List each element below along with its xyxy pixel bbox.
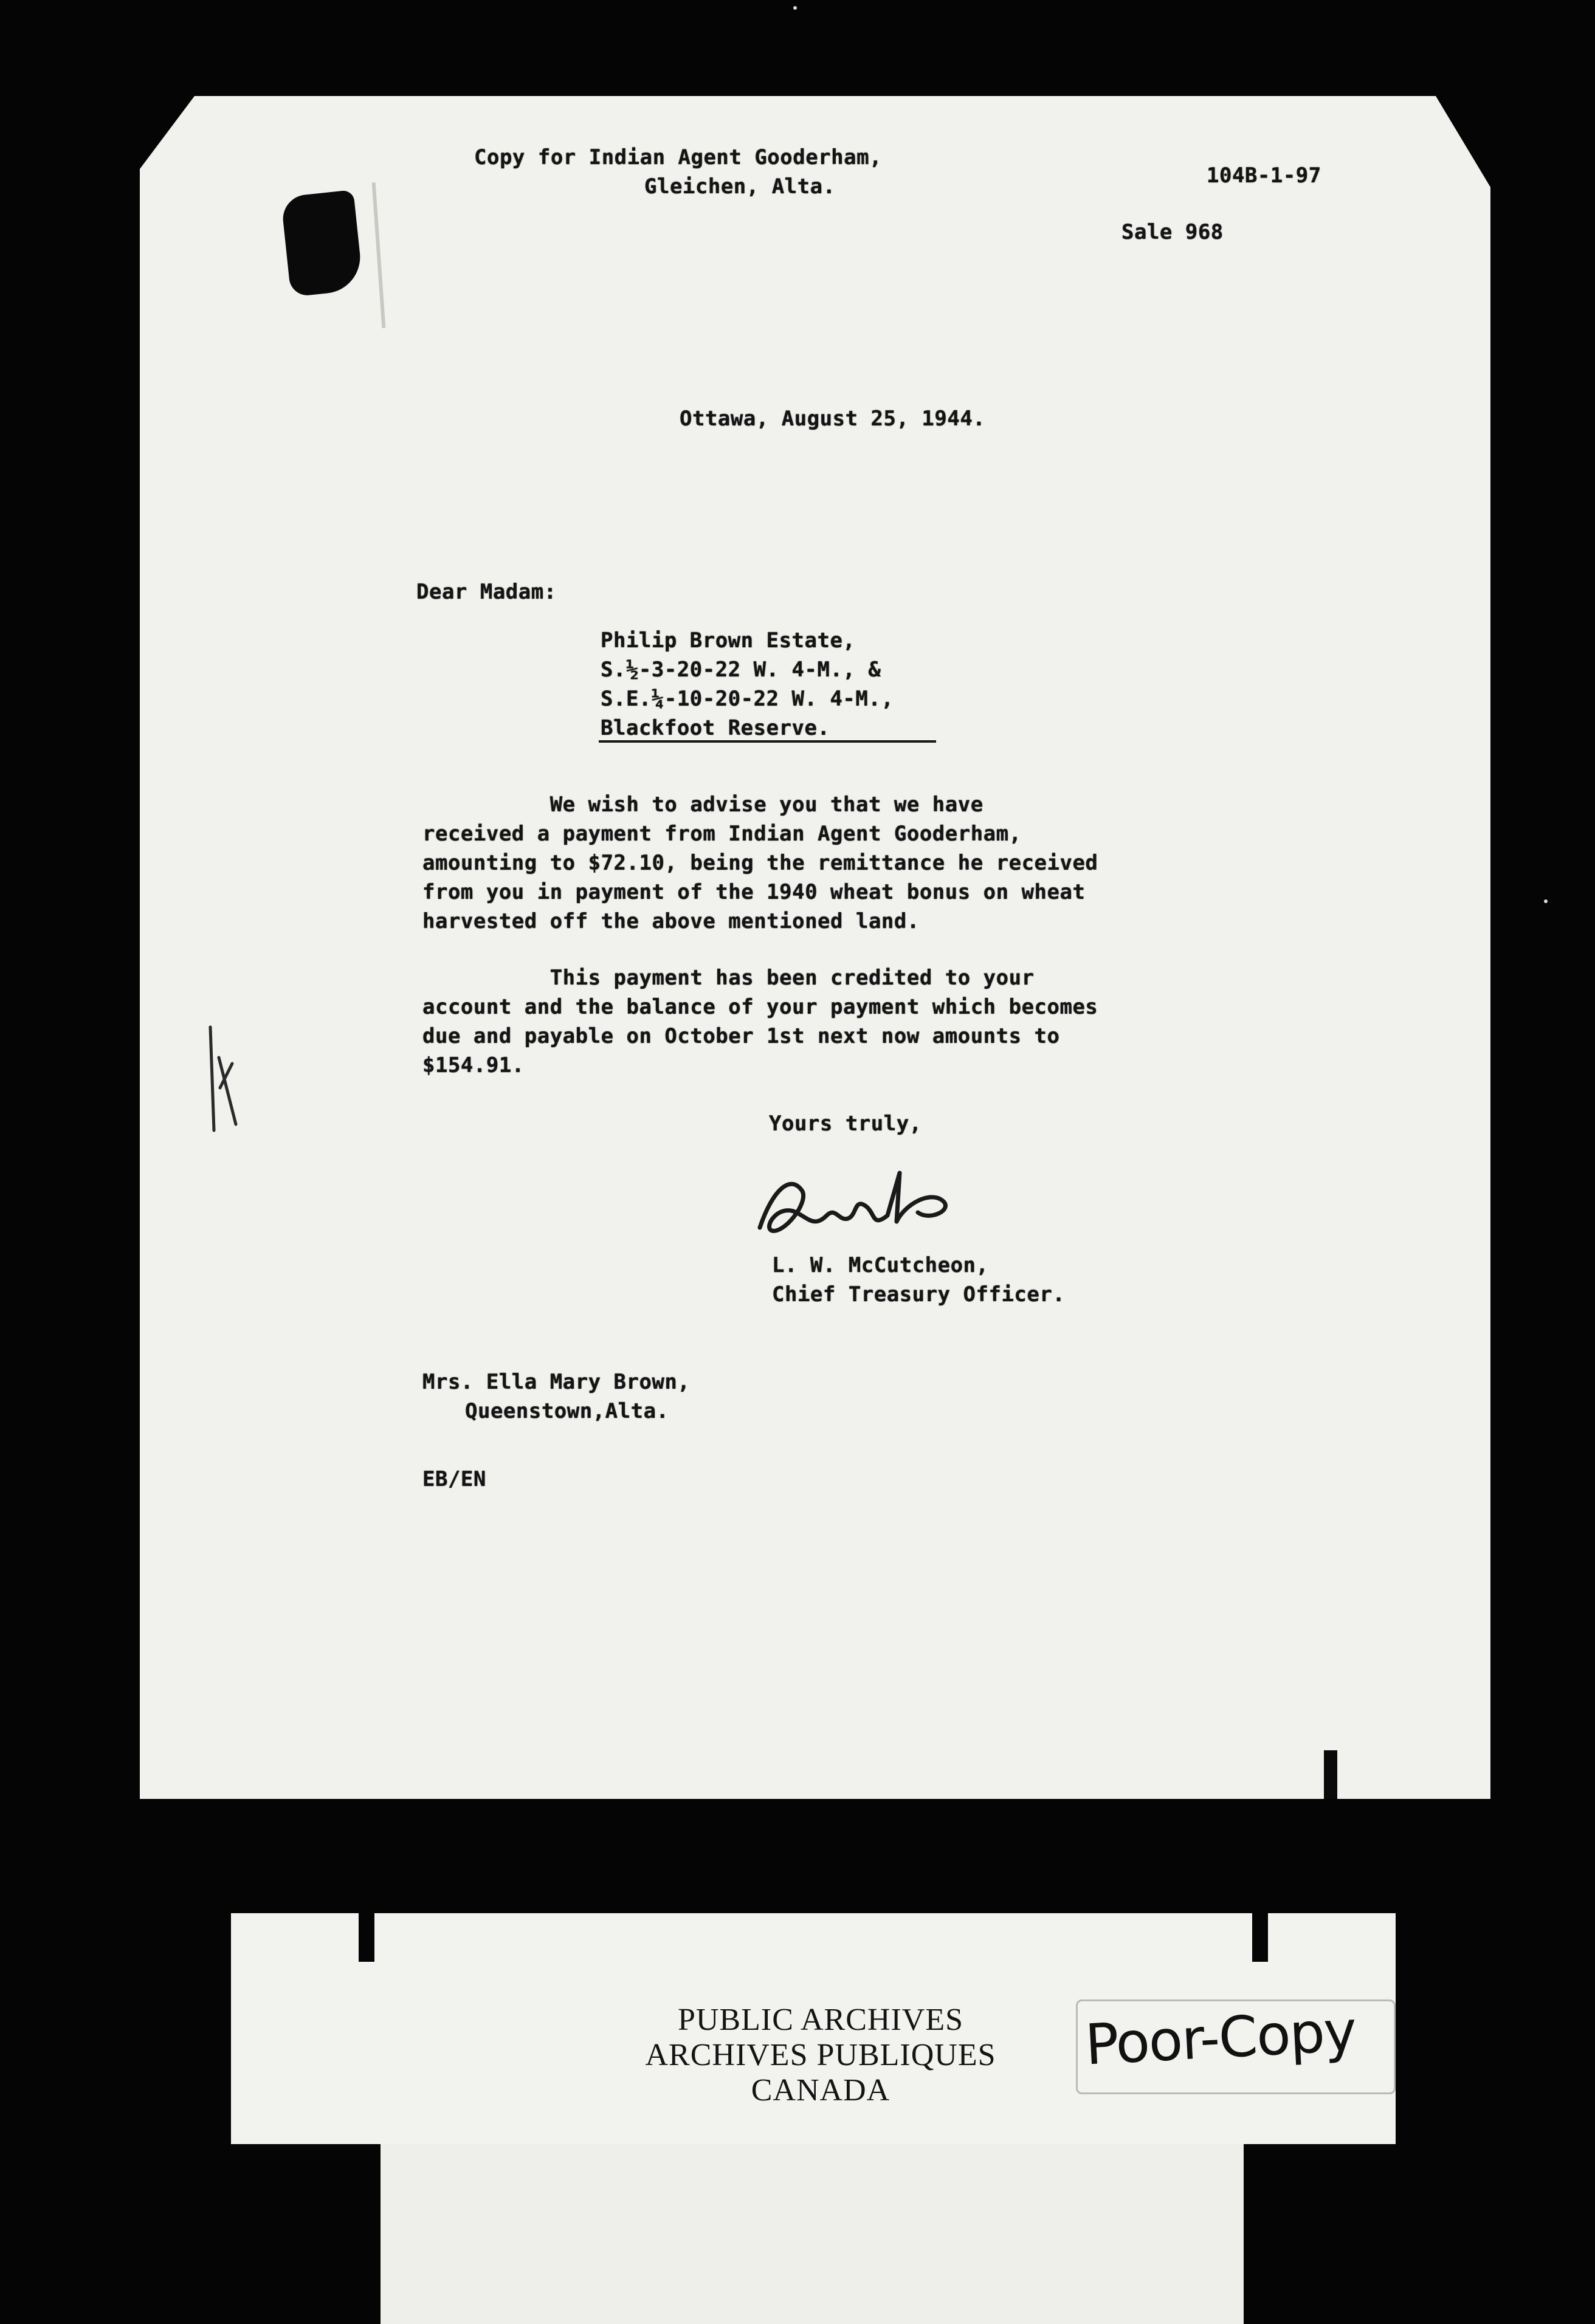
handwritten-signature bbox=[748, 1155, 979, 1258]
archive-line2: ARCHIVES PUBLIQUES bbox=[645, 2038, 996, 2072]
body-para1-line5: harvested off the above mentioned land. bbox=[422, 909, 920, 933]
dateline: Ottawa, August 25, 1944. bbox=[680, 407, 986, 431]
addressee-name: Mrs. Ella Mary Brown, bbox=[422, 1370, 691, 1394]
subject-line3: S.E.¼-10-20-22 W. 4-M., bbox=[601, 687, 894, 711]
body-para2-line4: $154.91. bbox=[422, 1053, 525, 1078]
body-para2-line2: account and the balance of your payment which becomes bbox=[422, 995, 1098, 1019]
dust-speck bbox=[793, 6, 797, 10]
handwritten-poor-copy: Poor-Copy bbox=[1083, 1998, 1357, 2078]
salutation: Dear Madam: bbox=[416, 580, 557, 604]
typist-initials: EB/EN bbox=[422, 1467, 486, 1491]
sale-number: Sale 968 bbox=[1121, 220, 1224, 244]
body-para2-line3: due and payable on October 1st next now amounts to bbox=[422, 1024, 1060, 1048]
letter-sheet bbox=[140, 96, 1490, 1799]
closing: Yours truly, bbox=[769, 1112, 922, 1136]
margin-pencil-mark bbox=[205, 1021, 242, 1136]
addressee-city: Queenstown,Alta. bbox=[465, 1399, 669, 1423]
body-para2-line1: This payment has been credited to your bbox=[422, 966, 1035, 990]
copy-for-line2: Gleichen, Alta. bbox=[644, 174, 836, 199]
subject-line2: S.½-3-20-22 W. 4-M., & bbox=[601, 658, 881, 682]
file-number: 104B-1-97 bbox=[1207, 163, 1321, 188]
sheet-bottom-tab bbox=[1324, 1750, 1337, 1799]
signatory-title: Chief Treasury Officer. bbox=[772, 1282, 1066, 1307]
copy-for-line1: Copy for Indian Agent Gooderham, bbox=[474, 145, 883, 170]
dust-speck bbox=[1544, 899, 1548, 903]
body-para1-line2: received a payment from Indian Agent Gooderham, bbox=[422, 822, 1022, 846]
folded-corner-left bbox=[140, 96, 195, 169]
subject-underline bbox=[599, 740, 936, 743]
archive-stamp bbox=[584, 2003, 1058, 2108]
card-cutout-right bbox=[1244, 2144, 1396, 2324]
subject-line1: Philip Brown Estate, bbox=[601, 628, 856, 653]
card-cutout-left bbox=[231, 2144, 381, 2324]
body-para1-line3: amounting to $72.10, being the remittance he received bbox=[422, 851, 1098, 875]
card-notch-left bbox=[359, 1913, 374, 1962]
card-lower-panel bbox=[381, 2144, 1244, 2324]
body-para1-line1: We wish to advise you that we have bbox=[422, 792, 984, 817]
folded-corner-right bbox=[1436, 96, 1490, 187]
archive-line1: PUBLIC ARCHIVES bbox=[677, 2003, 964, 2037]
body-para1-line4: from you in payment of the 1940 wheat bonus on wheat bbox=[422, 880, 1086, 904]
signatory-name: L. W. McCutcheon, bbox=[772, 1253, 989, 1277]
archive-line3: CANADA bbox=[751, 2073, 891, 2108]
subject-line4: Blackfoot Reserve. bbox=[601, 716, 830, 740]
card-notch-right bbox=[1252, 1913, 1268, 1962]
